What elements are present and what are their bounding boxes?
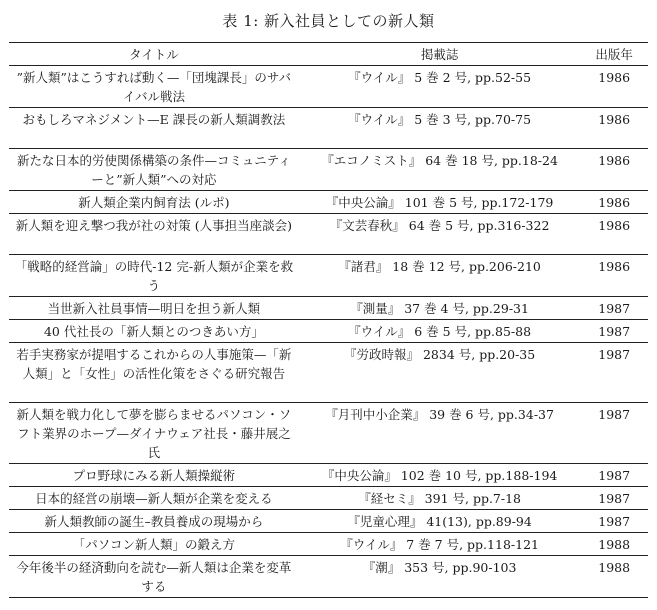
table-row [9,403,648,464]
table-row [9,108,648,149]
year-cell: 1987 [580,403,648,464]
title-cell: おもしろマネジメント—E 課長の新人類調教法 [9,108,299,149]
articles-table [9,42,648,598]
year-cell: 1987 [580,510,648,533]
source-cell: 『労政時報』 2834 号, pp.20-35 [299,343,581,403]
year-cell: 1987 [580,320,648,343]
table-row [9,487,648,510]
table-row [9,255,648,297]
title-cell: 若手実務家が提唱するこれからの人事施策—「新人類」と「女性」の活性化策をさぐる研究報告 [9,343,299,403]
source-cell: 『経セミ』 391 号, pp.7-18 [299,487,581,510]
year-cell: 1986 [580,255,648,297]
title-cell: 「戦略的経営論」の時代-12 完-新人類が企業を救う [9,255,299,297]
title-cell: 40 代社長の「新人類とのつきあい方」 [9,320,299,343]
table-row [9,556,648,598]
title-cell: 「パソコン新人類」の鍛え方 [9,533,299,556]
table-body [9,66,648,598]
table-row [9,297,648,320]
table-row [9,533,648,556]
title-cell: 新人類を戦力化して夢を膨らませるパソコン・ソフト業界のホープ—ダイナウェア社長・藤井展之氏 [9,403,299,464]
year-cell: 1987 [580,297,648,320]
year-cell: 1987 [580,464,648,487]
title-cell: ”新人類”はこうすれば動く—「団塊課長」のサバイバル戦法 [9,66,299,108]
title-cell: 新たな日本的労使関係構築の条件—コミュニティーと”新人類”への対応 [9,149,299,191]
year-cell: 1988 [580,556,648,598]
table-caption: 表 1: 新入社員としての新人類 [222,12,435,30]
source-cell: 『エコノミスト』 64 巻 18 号, pp.18-24 [299,149,581,191]
table-row [9,343,648,403]
source-cell: 『月刊中小企業』 39 巻 6 号, pp.34-37 [299,403,581,464]
source-cell: 『ウイル』 5 巻 2 号, pp.52-55 [299,66,581,108]
source-cell: 『ウイル』 6 巻 5 号, pp.85-88 [299,320,581,343]
title-cell: プロ野球にみる新人類操縦術 [9,464,299,487]
header-year: 出版年 [580,43,648,66]
source-cell: 『中央公論』 101 巻 5 号, pp.172-179 [299,191,581,214]
year-cell: 1986 [580,108,648,149]
source-cell: 『ウイル』 5 巻 3 号, pp.70-75 [299,108,581,149]
year-cell: 1987 [580,343,648,403]
source-cell: 『ウイル』 7 巻 7 号, pp.118-121 [299,533,581,556]
source-cell: 『児童心理』 41(13), pp.89-94 [299,510,581,533]
table-row [9,320,648,343]
header-title: タイトル [9,43,299,66]
year-cell: 1986 [580,214,648,255]
title-cell: 当世新入社員事情—明日を担う新人類 [9,297,299,320]
year-cell: 1986 [580,149,648,191]
source-cell: 『測量』 37 巻 4 号, pp.29-31 [299,297,581,320]
source-cell: 『中央公論』 102 巻 10 号, pp.188-194 [299,464,581,487]
source-cell: 『文芸春秋』 64 巻 5 号, pp.316-322 [299,214,581,255]
source-cell: 『潮』 353 号, pp.90-103 [299,556,581,598]
title-cell: 今年後半の経済動向を読む—新人類は企業を変革する [9,556,299,598]
title-cell: 日本的経営の崩壊—新人類が企業を変える [9,487,299,510]
table-row [9,191,648,214]
year-cell: 1988 [580,533,648,556]
table-row [9,510,648,533]
year-cell: 1986 [580,191,648,214]
table-header-row [9,43,648,66]
year-cell: 1986 [580,66,648,108]
table-row [9,149,648,191]
table-row [9,464,648,487]
source-cell: 『諸君』 18 巻 12 号, pp.206-210 [299,255,581,297]
header-source: 掲載誌 [299,43,581,66]
table-row [9,66,648,108]
title-cell: 新人類企業内飼育法 (ルポ) [9,191,299,214]
table-row [9,214,648,255]
year-cell: 1987 [580,487,648,510]
title-cell: 新人類を迎え撃つ我が社の対策 (人事担当座談会) [9,214,299,255]
title-cell: 新人類教師の誕生–教員養成の現場から [9,510,299,533]
